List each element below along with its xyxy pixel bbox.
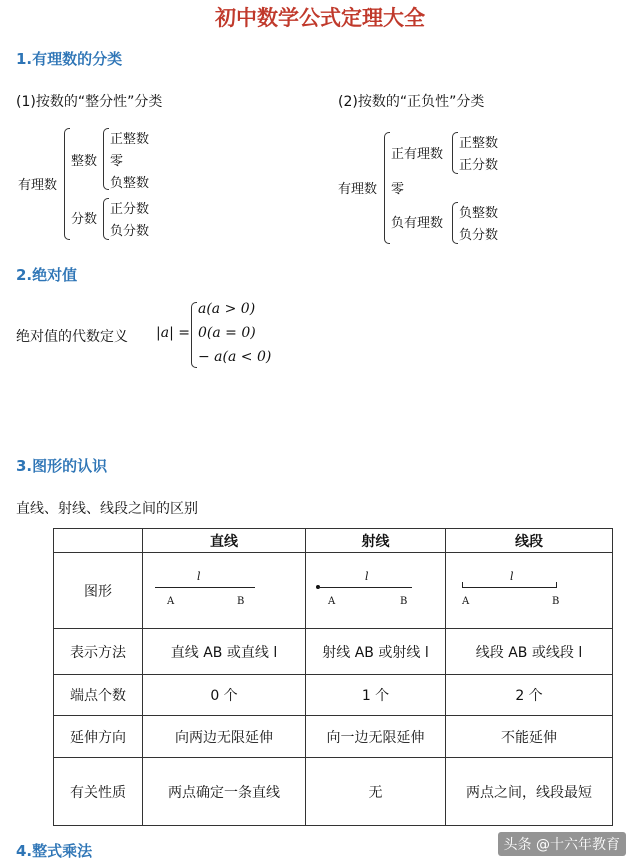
left-pos-frac: 正分数 bbox=[110, 202, 150, 217]
abs-case-1: a(a > 0) bbox=[198, 301, 256, 317]
right-neg-frac: 负分数 bbox=[459, 228, 499, 243]
comparison-table bbox=[53, 528, 613, 826]
section-heading-abs: 2.绝对值 bbox=[16, 266, 78, 284]
abs-case-3: − a(a < 0) bbox=[198, 349, 272, 365]
figure-segment-stroke bbox=[462, 587, 556, 588]
classify-left-heading: (1)按数的“整分性”分类 bbox=[16, 94, 163, 110]
figure-line-a-label: A bbox=[167, 595, 175, 607]
table-cell: 两点之间，线段最短 bbox=[446, 758, 613, 826]
right-neg-rat: 负有理数 bbox=[391, 216, 444, 231]
left-integer: 整数 bbox=[71, 154, 98, 169]
right-pos-rat: 正有理数 bbox=[391, 147, 444, 162]
table-row bbox=[54, 758, 613, 826]
right-brace-pos bbox=[452, 132, 458, 174]
table-cell: 向一边无限延伸 bbox=[306, 716, 446, 758]
table-header-ray: 射线 bbox=[306, 529, 446, 553]
table-cell: 射线 AB 或射线 l bbox=[306, 629, 446, 675]
figure-segment-b-label: B bbox=[552, 595, 560, 607]
abs-brace bbox=[191, 302, 197, 368]
table-cell: 1 个 bbox=[306, 675, 446, 716]
right-zero: 零 bbox=[391, 182, 405, 197]
figure-ray bbox=[306, 553, 446, 629]
table-cell: 直线 AB 或直线 l bbox=[143, 629, 306, 675]
figure-ray-stroke bbox=[318, 587, 412, 588]
figure-segment-a-label: A bbox=[462, 595, 470, 607]
figure-ray-b-label: B bbox=[400, 595, 408, 607]
figure-ray-a-label: A bbox=[328, 595, 336, 607]
table-cell: 不能延伸 bbox=[446, 716, 613, 758]
left-root: 有理数 bbox=[18, 178, 58, 193]
figure-segment bbox=[446, 553, 613, 629]
figure-line-l-label: l bbox=[197, 569, 201, 583]
table-header-segment: 线段 bbox=[446, 529, 613, 553]
figure-ray-l-label: l bbox=[365, 569, 369, 583]
left-fraction: 分数 bbox=[71, 212, 98, 227]
right-neg-int: 负整数 bbox=[459, 206, 499, 221]
table-row-figure bbox=[54, 553, 613, 629]
abs-case-2: 0(a = 0) bbox=[198, 325, 256, 341]
section-heading-polynomial: 4.整式乘法 bbox=[16, 842, 93, 860]
left-brace-root bbox=[64, 128, 70, 240]
figure-line-stroke bbox=[155, 587, 255, 588]
right-brace-neg bbox=[452, 202, 458, 244]
abs-label: 绝对值的代数定义 bbox=[16, 329, 128, 345]
left-brace-fraction bbox=[103, 198, 109, 240]
figure-segment-l-label: l bbox=[510, 569, 514, 583]
left-neg-frac: 负分数 bbox=[110, 224, 150, 239]
row-label-figure: 图形 bbox=[54, 553, 143, 629]
figure-line-b-label: B bbox=[237, 595, 245, 607]
table-cell: 端点个数 bbox=[54, 675, 143, 716]
table-cell: 延伸方向 bbox=[54, 716, 143, 758]
right-pos-int: 正整数 bbox=[459, 136, 499, 151]
table-cell: 线段 AB 或线段 l bbox=[446, 629, 613, 675]
left-zero: 零 bbox=[110, 154, 124, 169]
table-cell: 表示方法 bbox=[54, 629, 143, 675]
table-header-row bbox=[54, 529, 613, 553]
left-brace-integer bbox=[103, 128, 109, 190]
right-root: 有理数 bbox=[338, 182, 378, 197]
right-pos-frac: 正分数 bbox=[459, 158, 499, 173]
table-cell: 无 bbox=[306, 758, 446, 826]
table-header-corner bbox=[54, 529, 143, 553]
watermark: 头条 @十六年教育 bbox=[498, 832, 626, 856]
classify-right-heading: (2)按数的“正负性”分类 bbox=[338, 94, 485, 110]
figure-line bbox=[143, 553, 306, 629]
table-cell: 向两边无限延伸 bbox=[143, 716, 306, 758]
table-header-line: 直线 bbox=[143, 529, 306, 553]
table-row bbox=[54, 716, 613, 758]
lines-intro: 直线、射线、线段之间的区别 bbox=[16, 501, 198, 517]
table-row bbox=[54, 675, 613, 716]
table-cell: 0 个 bbox=[143, 675, 306, 716]
figure-segment-right-tick bbox=[556, 582, 557, 588]
section-heading-figures: 3.图形的认识 bbox=[16, 457, 108, 475]
table-cell: 两点确定一条直线 bbox=[143, 758, 306, 826]
table-row bbox=[54, 629, 613, 675]
table-cell: 2 个 bbox=[446, 675, 613, 716]
abs-lhs: |a| = bbox=[156, 325, 190, 341]
section-heading-rational: 1.有理数的分类 bbox=[16, 50, 123, 68]
left-neg-int: 负整数 bbox=[110, 176, 150, 191]
left-pos-int: 正整数 bbox=[110, 132, 150, 147]
page-title: 初中数学公式定理大全 bbox=[215, 6, 425, 30]
right-brace-root bbox=[384, 132, 390, 244]
table-cell: 有关性质 bbox=[54, 758, 143, 826]
